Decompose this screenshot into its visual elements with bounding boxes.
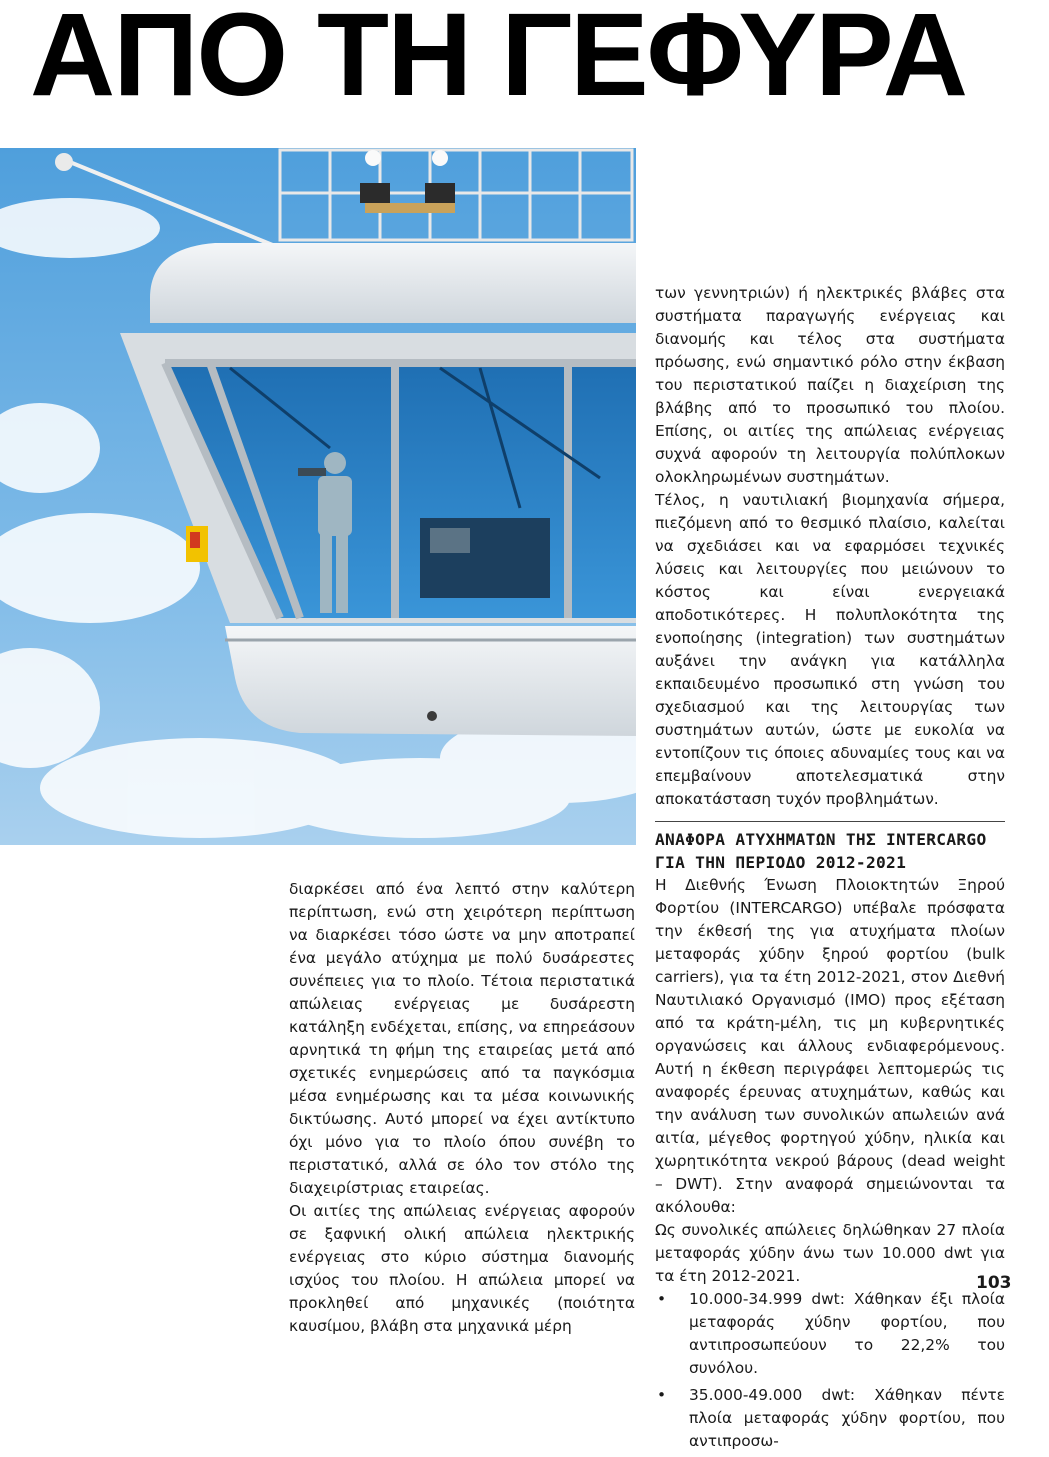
bullet-item: • 10.000-34.999 dwt: Χάθηκαν έξι πλοία μεταφοράς χύδην φορτίου, που αντιπροσωπεύουν το 22,2% του συνόλου. <box>655 1288 1005 1380</box>
page-title: ΑΠΟ ΤΗ ΓΕΦΥΡΑ <box>30 0 967 121</box>
bullet-item: • 35.000-49.000 dwt: Χάθηκαν πέντε πλοία μεταφοράς χύδην φορτίου, που αντιπροσω- <box>655 1384 1005 1453</box>
paragraph: Η Διεθνής Ένωση Πλοιοκτητών Ξηρού Φορτίου (INTERCARGO) υπέβαλε πρόσφατα την έκθεσή της για ατυχήματα πλοίων μεταφοράς χύδην ξηρού φορτίου (bulk carriers), για τα έτη 2012-2021, στον Διεθνή Ναυτιλιακό Οργανισμό (IMO) προς εξέταση από τα κράτη-μέλη, τις μη κυβερνητικές οργανώσεις και άλλους ενδιαφερόμενους. Αυτή η έκθεση περιγράφει λεπτομερώς τις αναφορές έρευνας ατυχημάτων, καθώς και την ανάλυση των συνολικών απωλειών ανά αιτία, μέγεθος φορτηγού χύδην, ηλικία και χωρητικότητα νεκρού βάρους (dead weight – DWT). Στην αναφορά σημειώνονται τα ακόλουθα: <box>655 876 1005 1216</box>
paragraph: διαρκέσει από ένα λεπτό στην καλύτερη περίπτωση, ενώ στη χειρότερη περίπτωση να διαρκέσει τόσο ώστε να μην αποτραπεί ένα μεγάλο ατύχημα με πολύ δυσάρεστες συνέπειες για το πλοίο. Τέτοια περιστατικά απώλειας ενέργειας με δυσάρεστη κατάληξη ενδέχεται, επίσης, να επηρεάσουν αρνητικά τη φήμη της εταιρείας μετά από σχετικές ενημερώσεις από τα παγκόσμια μέσα ενημέρωσης και τα μέσα κοινωνικής δικτύωσης. Αυτό μπορεί να έχει αντίκτυπο όχι μόνο για το πλοίο όπου συνέβη το περιστατικό, αλλά σε όλο τον στόλο της διαχειρίστριας εταιρείας. <box>289 880 635 1197</box>
bullet-list <box>655 1288 1005 1453</box>
paragraph: Τέλος, η ναυτιλιακή βιομηχανία σήμερα, πιεζόμενη από το θεσμικό πλαίσιο, καλείται να σχεδιάσει και να εφαρμόσει τεχνικές λύσεις και λειτουργίες που μειώνουν το κόστος και είναι ενεργειακά αποδοτικότερες. Η πολυπλοκότητα της ενοποίησης (integration) των συστημάτων αυξάνει την ανάγκη για κατάλληλα εκπαιδευμένο προσωπικό στη γνώση του σχεδιασμού και της λειτουργίας των συστημάτων αυτών, ώστε με ευκολία να εντοπίζουν τις όποιες αδυναμίες τους και να επεμβαίνουν αποτελεσματικά στην αποκατάσταση τυχόν προβλημάτων. <box>655 491 1005 808</box>
page-number: 103 <box>976 1273 1012 1293</box>
paragraph: Οι αιτίες της απώλειας ενέργειας αφορούν σε ξαφνική ολική απώλεια ηλεκτρικής ενέργειας στο κύριο σύστημα διανομής ισχύος του πλοίου. Η απώλεια μπορεί να προκληθεί από μηχανικές (ποιότητα καυσίμου, βλάβη στα μηχανικά μέρη <box>289 1202 635 1335</box>
section-heading: ΑΝΑΦΟΡΑ ΑΤΥΧΗΜΑΤΩΝ ΤΗΣ INTERCARGO ΓΙΑ ΤΗΝ ΠΕΡΙΟΔΟ 2012-2021 <box>655 830 987 872</box>
right-text-column <box>655 282 1005 1457</box>
section-divider <box>655 821 1005 822</box>
ship-bridge-photo <box>0 148 636 845</box>
left-text-column <box>289 878 635 1338</box>
paragraph: των γεννητριών) ή ηλεκτρικές βλάβες στα συστήματα παραγωγής ενέργειας και διανομής και τέλος στα συστήματα πρόωσης, ενώ σημαντικό ρόλο στην έκβαση του περιστατικού παίζει η διαχείριση της βλάβης από το προσωπικό του πλοίου. Επίσης, οι αιτίες της απώλειας ενέργειας συχνά αφορούν τη λειτουργία πολύπλοκων ολοκληρωμένων συστημάτων. <box>655 284 1005 486</box>
paragraph: Ως συνολικές απώλειες δηλώθηκαν 27 πλοία μεταφοράς χύδην άνω των 10.000 dwt για τα έτη 2012-2021. <box>655 1221 1005 1285</box>
